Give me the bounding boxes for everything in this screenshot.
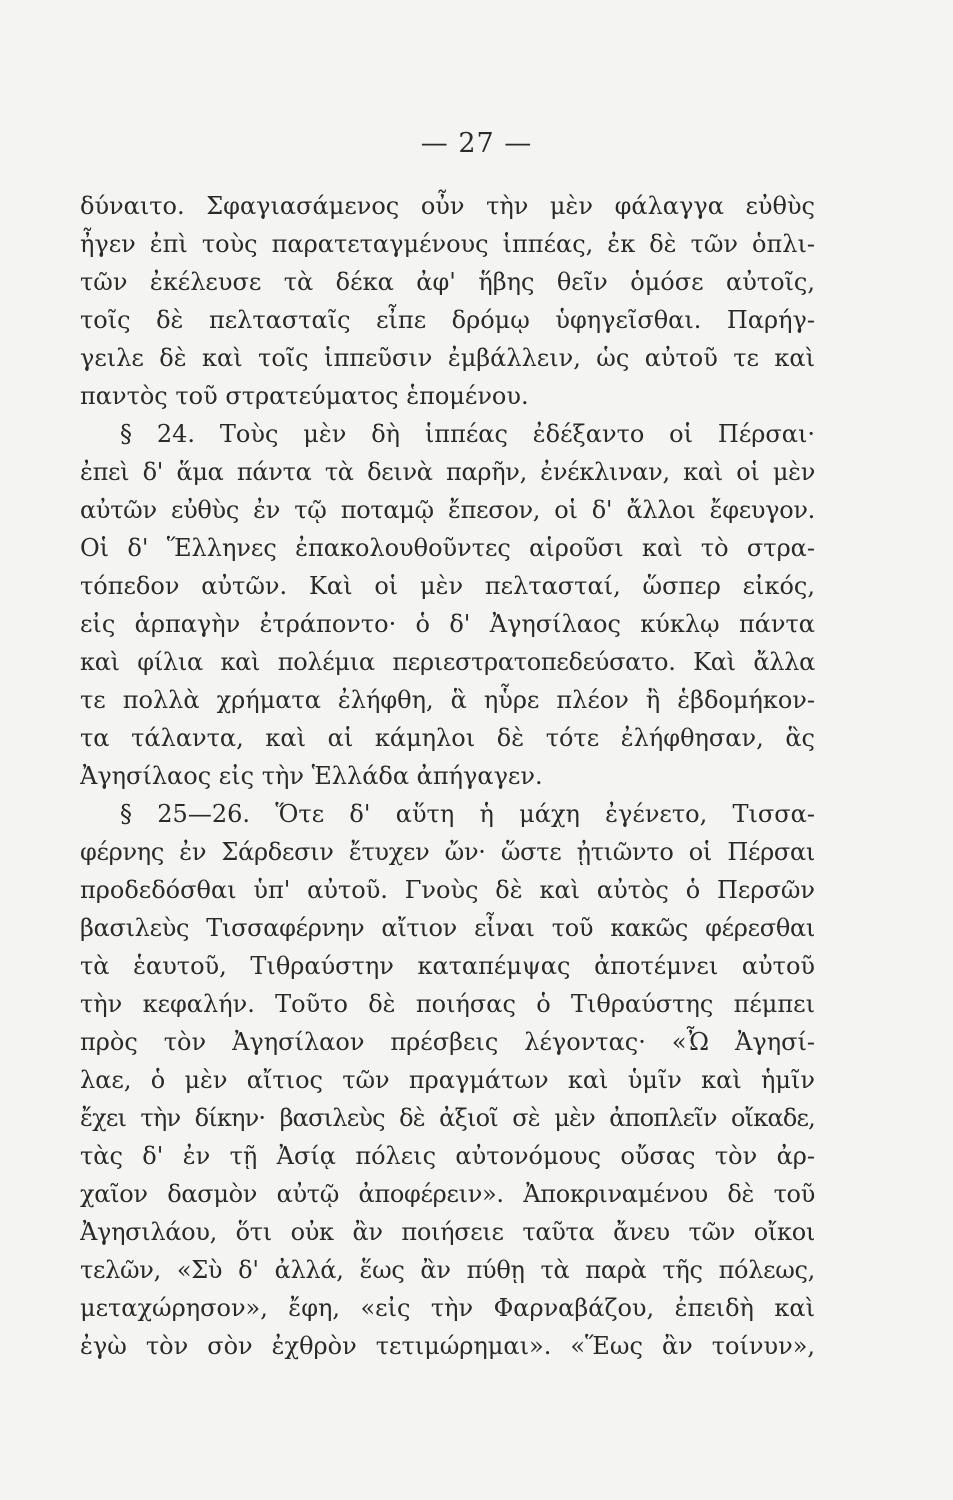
text-line: προδεδόσθαι ὑπ' αὐτοῦ. Γνοὺς δὲ καὶ αὐτὸς ὁ Περσῶν <box>80 876 815 904</box>
text-line: τε πολλὰ χρήματα ἐλήφθη, ἃ ηὗρε πλέον ἢ ἑβδομήκον- <box>80 686 815 714</box>
text-line: εἰς ἁρπαγὴν ἐτράποντο· ὁ δ' Ἀγησίλαος κύκλῳ πάντα <box>80 610 815 638</box>
text-line: Οἱ δ' Ἕλληνες ἐπακολουθοῦντες αἱροῦσι καὶ τὸ στρα- <box>80 534 815 562</box>
text-line: παντὸς τοῦ στρατεύματος ἑπομένου. <box>80 382 529 410</box>
text-line: τῶν ἐκέλευσε τὰ δέκα ἀφ' ἥβης θεῖν ὁμόσε αὐτοῖς, <box>80 268 815 296</box>
text-line: τελῶν, «Σὺ δ' ἀλλά, ἕως ἂν πύθῃ τὰ παρὰ τῆς πόλεως, <box>80 1256 815 1284</box>
text-line: πρὸς τὸν Ἀγησίλαον πρέσβεις λέγοντας· «Ὦ Ἀγησί- <box>80 1028 815 1056</box>
text-line: αὐτῶν εὐθὺς ἐν τῷ ποταμῷ ἔπεσον, οἱ δ' ἄλλοι ἔφευγον. <box>80 496 815 524</box>
text-line: τὰς δ' ἐν τῇ Ἀσίᾳ πόλεις αὐτονόμους οὔσας τὸν ἀρ- <box>80 1142 815 1170</box>
text-line: λαε, ὁ μὲν αἴτιος τῶν πραγμάτων καὶ ὑμῖν καὶ ἡμῖν <box>80 1066 815 1094</box>
section-heading-line: § 25—26. Ὅτε δ' αὕτη ἡ μάχη ἐγένετο, Τισσα- <box>120 800 815 828</box>
text-line: Ἀγησίλαος εἰς τὴν Ἑλλάδα ἀπήγαγεν. <box>80 762 543 790</box>
text-line: ἐπεὶ δ' ἅμα πάντα τὰ δεινὰ παρῆν, ἐνέκλιναν, καὶ οἱ μὲν <box>80 458 815 486</box>
text-line: μεταχώρησον», ἔφη, «εἰς τὴν Φαρναβάζου, ἐπειδὴ καὶ <box>80 1294 815 1322</box>
text-line: βασιλεὺς Τισσαφέρνην αἴτιον εἶναι τοῦ κακῶς φέρεσθαι <box>80 914 815 942</box>
text-line: ἦγεν ἐπὶ τοὺς παρατεταγμένους ἱππέας, ἐκ δὲ τῶν ὁπλι- <box>80 230 815 258</box>
section-heading-line: § 24. Τοὺς μὲν δὴ ἱππέας ἐδέξαντο οἱ Πέρσαι· <box>120 420 815 448</box>
text-line: τὴν κεφαλήν. Τοῦτο δὲ ποιήσας ὁ Τιθραύστης πέμπει <box>80 990 815 1018</box>
text-line: Ἀγησιλάου, ὅτι οὐκ ἂν ποιήσειε ταῦτα ἄνευ τῶν οἴκοι <box>80 1218 815 1246</box>
page-number: — 27 — <box>420 128 533 159</box>
body-text <box>80 187 815 1365</box>
text-line: ἔχει τὴν δίκην· βασιλεὺς δὲ ἀξιοῖ σὲ μὲν ἀποπλεῖν οἴκαδε, <box>80 1104 815 1132</box>
text-line: τοῖς δὲ πελτασταῖς εἶπε δρόμῳ ὑφηγεῖσθαι. Παρήγ- <box>80 306 815 334</box>
text-line: φέρνης ἐν Σάρδεσιν ἔτυχεν ὤν· ὥστε ᾐτιῶντο οἱ Πέρσαι <box>80 838 815 866</box>
text-line: τόπεδον αὐτῶν. Καὶ οἱ μὲν πελτασταί, ὥσπερ εἰκός, <box>80 572 815 600</box>
text-line: δύναιτο. Σφαγιασάμενος οὖν τὴν μὲν φάλαγγα εὐθὺς <box>80 192 815 220</box>
text-line: ἐγὼ τὸν σὸν ἐχθρὸν τετιμώρημαι». «Ἕως ἂν τοίνυν», <box>80 1332 815 1360</box>
text-line: τα τάλαντα, καὶ αἱ κάμηλοι δὲ τότε ἐλήφθησαν, ἃς <box>80 724 815 752</box>
text-line: καὶ φίλια καὶ πολέμια περιεστρατοπεδεύσατο. Καὶ ἄλλα <box>80 648 815 676</box>
text-line: γειλε δὲ καὶ τοῖς ἱππεῦσιν ἐμβάλλειν, ὡς αὐτοῦ τε καὶ <box>80 344 815 372</box>
text-line: τὰ ἑαυτοῦ, Τιθραύστην καταπέμψας ἀποτέμνει αὐτοῦ <box>80 952 815 980</box>
text-line: χαῖον δασμὸν αὐτῷ ἀποφέρειν». Ἀποκριναμένου δὲ τοῦ <box>80 1180 815 1208</box>
